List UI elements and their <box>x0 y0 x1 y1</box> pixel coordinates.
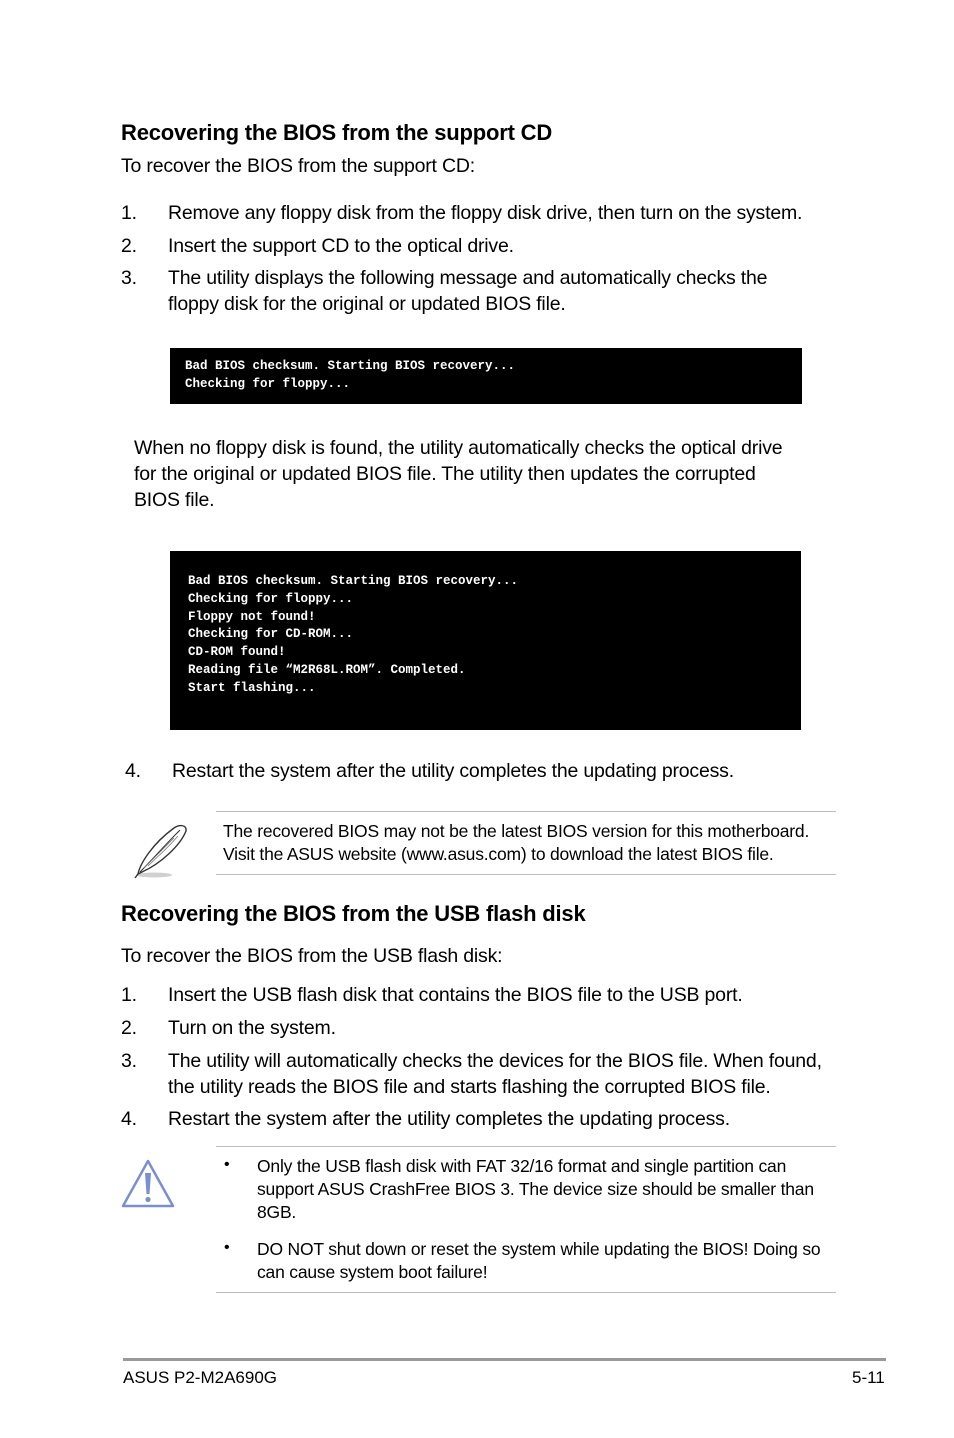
step-text: Remove any floppy disk from the floppy disk drive, then turn on the system. <box>168 202 803 224</box>
step-text: Insert the support CD to the optical drive. <box>168 235 514 257</box>
console-line: CD-ROM found! <box>188 645 286 659</box>
section-heading-usb: Recovering the BIOS from the USB flash disk <box>121 901 586 926</box>
warning-line: DO NOT shut down or reset the system while updating the BIOS! Doing so <box>257 1239 821 1259</box>
note-line: Visit the ASUS website (www.asus.com) to download the latest BIOS file. <box>223 844 774 864</box>
footer-product-name: ASUS P2-M2A690G <box>123 1368 278 1387</box>
section-intro: To recover the BIOS from the support CD: <box>121 155 475 177</box>
console-output-2 <box>170 551 801 730</box>
step-text-line: the utility reads the BIOS file and starts flashing the corrupted BIOS file. <box>168 1076 771 1098</box>
warning-top-rule <box>216 1146 836 1147</box>
step-number: 2. <box>121 235 137 257</box>
console-line: Bad BIOS checksum. Starting BIOS recovery... <box>188 574 519 588</box>
bullet: • <box>224 1239 230 1256</box>
warning-bottom-rule <box>216 1292 836 1293</box>
paragraph-line: BIOS file. <box>134 489 215 511</box>
step-text-line: The utility displays the following message and automatically checks the <box>168 267 768 289</box>
warning-line: 8GB. <box>257 1202 297 1222</box>
step-number: 3. <box>121 267 137 289</box>
bullet: • <box>224 1156 230 1173</box>
warning-line: support ASUS CrashFree BIOS 3. The device size should be smaller than <box>257 1179 814 1199</box>
step-text-line: The utility will automatically checks the devices for the BIOS file. When found, <box>168 1050 822 1072</box>
step-number: 3. <box>121 1050 137 1072</box>
step-number: 1. <box>121 984 137 1006</box>
footer-rule <box>123 1358 886 1361</box>
step-text: Restart the system after the utility completes the updating process. <box>172 760 734 782</box>
paragraph-line: for the original or updated BIOS file. The utility then updates the corrupted <box>134 463 756 485</box>
step-number: 4. <box>125 760 141 782</box>
section-intro: To recover the BIOS from the USB flash disk: <box>121 945 503 967</box>
note-bottom-rule <box>216 874 836 875</box>
step-number: 4. <box>121 1108 137 1130</box>
note-top-rule <box>216 811 836 812</box>
console-output-1 <box>170 348 802 404</box>
footer-page-number: 5-11 <box>852 1368 885 1387</box>
console-line: Start flashing... <box>188 681 316 695</box>
step-number: 1. <box>121 202 137 224</box>
console-line: Checking for CD-ROM... <box>188 627 354 641</box>
paragraph-line: When no floppy disk is found, the utility automatically checks the optical drive <box>134 437 783 459</box>
console-line: Checking for floppy... <box>185 377 351 391</box>
step-text: Insert the USB flash disk that contains the BIOS file to the USB port. <box>168 984 743 1006</box>
warning-line: can cause system boot failure! <box>257 1262 488 1282</box>
pen-note-icon <box>130 822 192 880</box>
console-line: Bad BIOS checksum. Starting BIOS recovery... <box>185 359 516 373</box>
note-line: The recovered BIOS may not be the latest BIOS version for this motherboard. <box>223 821 810 841</box>
console-line: Checking for floppy... <box>188 592 354 606</box>
step-text: Turn on the system. <box>168 1017 336 1039</box>
step-number: 2. <box>121 1017 137 1039</box>
console-line: Reading file “M2R68L.ROM”. Completed. <box>188 663 466 677</box>
section-heading-support-cd: Recovering the BIOS from the support CD <box>121 120 553 145</box>
step-text-line: floppy disk for the original or updated BIOS file. <box>168 293 566 315</box>
step-text: Restart the system after the utility completes the updating process. <box>168 1108 730 1130</box>
warning-triangle-icon <box>120 1158 176 1210</box>
warning-line: Only the USB flash disk with FAT 32/16 format and single partition can <box>257 1156 787 1176</box>
console-line: Floppy not found! <box>188 610 316 624</box>
